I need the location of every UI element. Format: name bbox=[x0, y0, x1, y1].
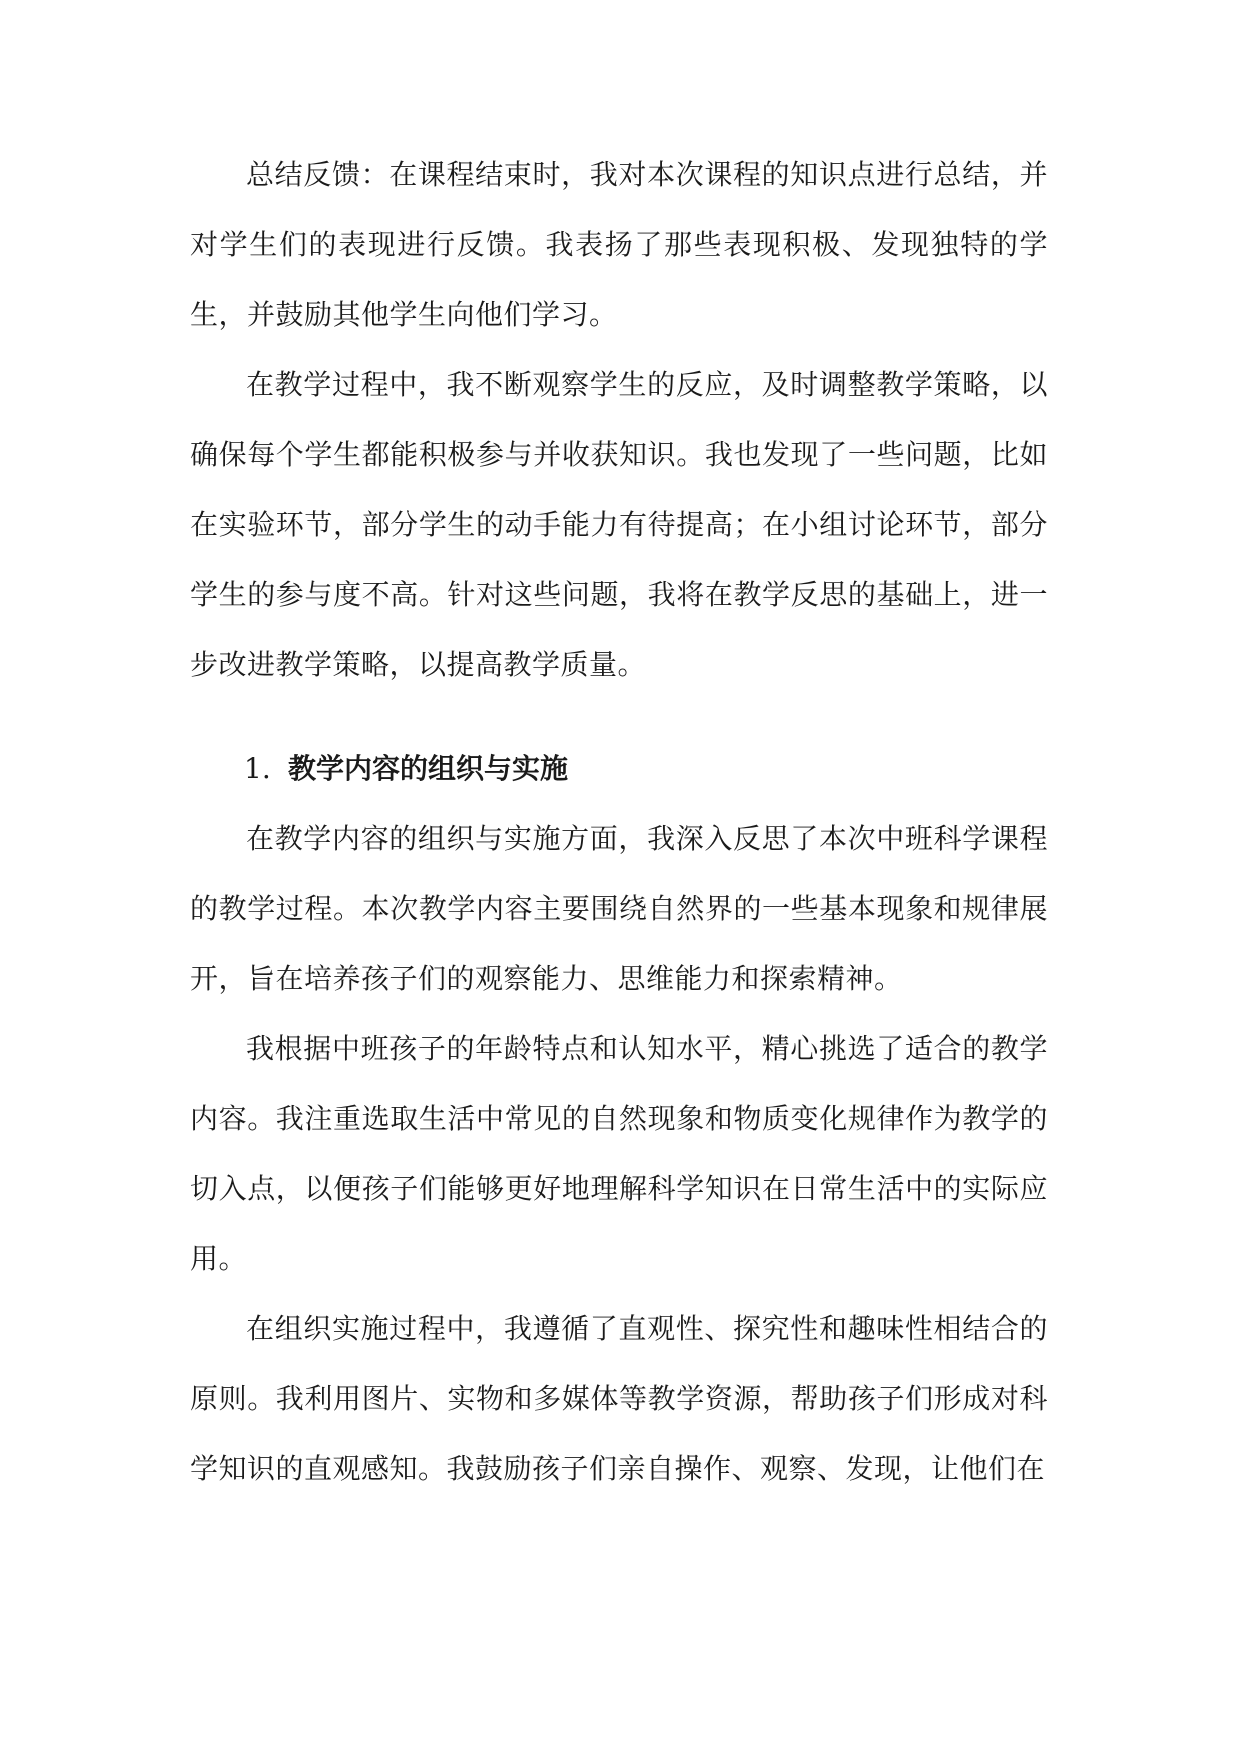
paragraph-content-selection: 我根据中班孩子的年龄特点和认知水平，精心挑选了适合的教学内容。我注重选取生活中常见的自然现象和物质变化规律作为教学的切入点，以便孩子们能够更好地理解科学知识在日常生活中的实际应用。 bbox=[190, 1032, 1048, 1275]
paragraph-teaching-process: 在教学过程中，我不断观察学生的反应，及时调整教学策略，以确保每个学生都能积极参与并收获知识。我也发现了一些问题，比如在实验环节，部分学生的动手能力有待提高；在小组讨论环节，部分学生的参与度不高。针对这些问题，我将在教学反思的基础上，进一步改进教学策略，以提高教学质量。 bbox=[190, 368, 1048, 681]
section-number: 1. bbox=[244, 752, 271, 785]
paragraph-content-organization: 在教学内容的组织与实施方面，我深入反思了本次中班科学课程的教学过程。本次教学内容主要围绕自然界的一些基本现象和规律展开，旨在培养孩子们的观察能力、思维能力和探索精神。 bbox=[190, 822, 1048, 995]
section-title: 教学内容的组织与实施 bbox=[288, 752, 569, 785]
document-body bbox=[190, 140, 1048, 1504]
paragraph-summary-feedback: 总结反馈：在课程结束时，我对本次课程的知识点进行总结，并对学生们的表现进行反馈。我表扬了那些表现积极、发现独特的学生，并鼓励其他学生向他们学习。 bbox=[190, 158, 1048, 331]
paragraph-implementation: 在组织实施过程中，我遵循了直观性、探究性和趣味性相结合的原则。我利用图片、实物和多媒体等教学资源，帮助孩子们形成对科学知识的直观感知。我鼓励孩子们亲自操作、观察、发现，让他们在 bbox=[190, 1312, 1048, 1485]
section-heading bbox=[190, 734, 1048, 804]
